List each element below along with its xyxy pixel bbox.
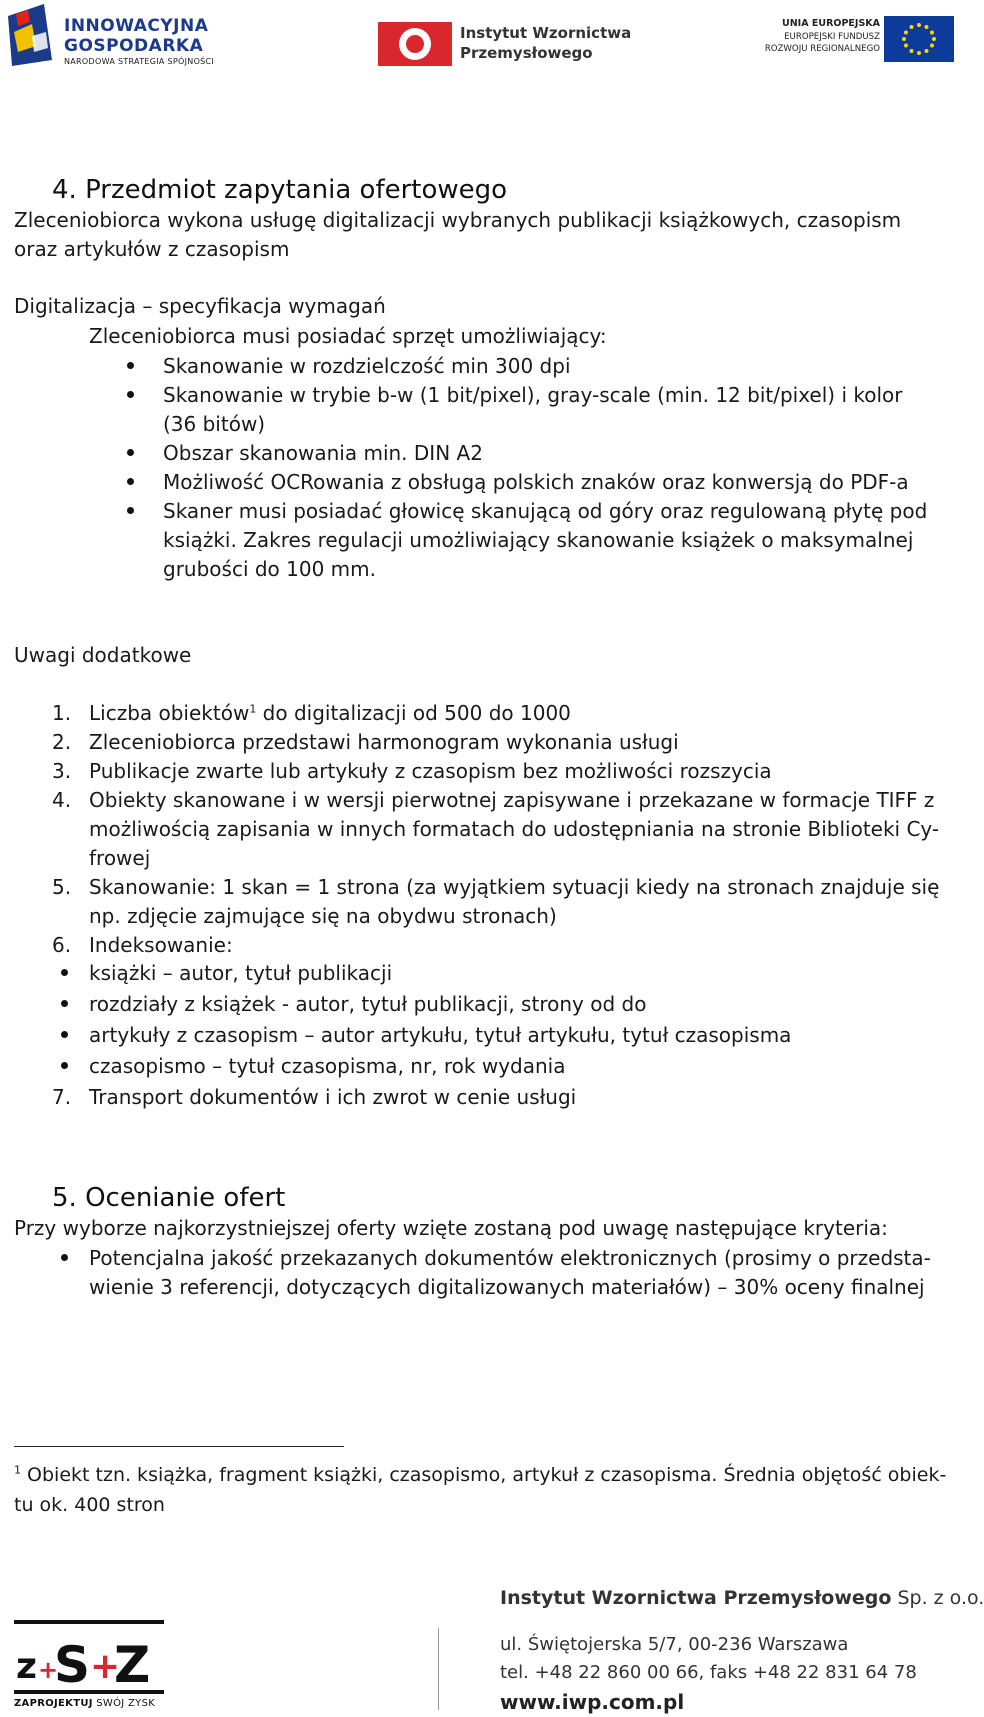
bullet-icon — [127, 478, 134, 485]
bullet-icon — [61, 969, 68, 976]
eu-logo — [750, 14, 954, 66]
bullet-icon — [61, 1254, 68, 1261]
remark-4: Obiekty skanowane i w wersji pierwotnej zapisywane i przekazane w formacje TIFF z — [89, 788, 935, 812]
logo-ig-line2: GOSPODARKA — [64, 36, 204, 56]
remark-num: 3. — [52, 759, 72, 783]
remark-num: 2. — [52, 730, 72, 754]
svg-text:z: z — [16, 1646, 37, 1687]
remark-7: Transport dokumentów i ich zwrot w cenie usługi — [89, 1085, 577, 1109]
footnote-line1 — [14, 1460, 946, 1490]
section5-heading: 5. Ocenianie ofert — [52, 1183, 286, 1213]
remarks-title: Uwagi dodatkowe — [14, 643, 192, 667]
requirement-1: Skanowanie w rozdzielczość min 300 dpi — [163, 354, 571, 378]
equipment-intro: Zleceniobiorca musi posiadać sprzęt umożliwiający: — [89, 324, 607, 348]
footer-company-name: Instytut Wzornictwa Przemysłowego — [500, 1587, 892, 1609]
iwp-emblem — [378, 22, 452, 66]
requirement-5-cont1: książki. Zakres regulacji umożliwiający skanowanie książek o maksymalnej — [163, 528, 914, 552]
svg-text:+: + — [90, 1646, 121, 1687]
svg-text:S: S — [54, 1636, 91, 1694]
bullet-icon — [61, 1062, 68, 1069]
section4-heading: 4. Przedmiot zapytania ofertowego — [52, 175, 508, 205]
footer-divider — [438, 1628, 439, 1710]
logo-ig-line3: NARODOWA STRATEGIA SPÓJNOŚCI — [64, 57, 215, 66]
footer-address: ul. Świętojerska 5/7, 00-236 Warszawa — [500, 1634, 849, 1655]
spec-title: Digitalizacja – specyfikacja wymagań — [14, 294, 386, 318]
footnote-separator — [14, 1446, 344, 1447]
logo-ue-line2: EUROPEJSKI FUNDUSZ — [784, 32, 880, 42]
section5-intro: Przy wyborze najkorzystniejszej oferty wzięte zostaną pod uwagę następujące kryteria: — [14, 1216, 888, 1240]
remark-num: 7. — [52, 1085, 72, 1109]
remark-2: Zleceniobiorca przedstawi harmonogram wykonania usługi — [89, 730, 679, 754]
bullet-icon — [127, 507, 134, 514]
bullet-icon — [61, 1031, 68, 1038]
remark-4-cont1: możliwością zapisania w innych formatach do udostępniania na stronie Biblioteki Cy- — [89, 817, 940, 841]
footnote-text: Obiekt tzn. książka, fragment książki, czasopismo, artykuł z czasopisma. Średnia objętość obiek- — [21, 1464, 947, 1486]
logo-iwp-line1: Instytut Wzornictwa — [460, 24, 632, 42]
requirement-5-cont2: grubości do 100 mm. — [163, 557, 376, 581]
requirement-4: Możliwość OCRowania z obsługą polskich znaków oraz konwersją do PDF-a — [163, 470, 909, 494]
svg-text:+: + — [38, 1656, 59, 1684]
indexing-item-4: czasopismo – tytuł czasopisma, nr, rok wydania — [89, 1054, 566, 1078]
eu-flag-icon — [884, 16, 954, 62]
zsz-label: ZAPROJEKTUJ SWÓJ ZYSK — [14, 1698, 156, 1709]
logo-ue-line1: UNIA EUROPEJSKA — [782, 18, 880, 29]
bullet-icon — [127, 362, 134, 369]
logo-iwp-line2: Przemysłowego — [460, 44, 593, 62]
indexing-item-3: artykuły z czasopism – autor artykułu, tytuł artykułu, tytuł czasopisma — [89, 1023, 792, 1047]
remark-5-cont: np. zdjęcie zajmujące się na obydwu stronach) — [89, 904, 557, 928]
remark-5: Skanowanie: 1 skan = 1 strona (za wyjątkiem sytuacji kiedy na stronach znajduje się — [89, 875, 940, 899]
logo-ig-line1: INNOWACYJNA — [64, 16, 209, 36]
remark-6: Indeksowanie: — [89, 933, 233, 957]
indexing-item-2: rozdziały z książek - autor, tytuł publikacji, strony od do — [89, 992, 647, 1016]
indexing-item-1: książki – autor, tytuł publikacji — [89, 961, 393, 985]
section4-intro-line1: Zleceniobiorca wykona usługę digitalizacji wybranych publikacji książkowych, czasopism — [14, 208, 902, 232]
logo-ue-line3: ROZWOJU REGIONALNEGO — [764, 44, 880, 54]
remark-1-tail: do digitalizacji od 500 do 1000 — [256, 701, 571, 725]
requirement-5: Skaner musi posiadać głowicę skanującą od góry oraz regulowaną płytę pod — [163, 499, 928, 523]
bullet-icon — [61, 1000, 68, 1007]
footnote-line2: tu ok. 400 stron — [14, 1494, 165, 1516]
footer-phone: tel. +48 22 860 00 66, faks +48 22 831 64 78 — [500, 1662, 917, 1683]
bullet-icon — [127, 449, 134, 456]
footnote-ref: 1 — [249, 702, 257, 716]
remark-1-text: Liczba obiektów — [89, 701, 250, 725]
criterion-1: Potencjalna jakość przekazanych dokumentów elektronicznych (prosimy o przedsta- — [89, 1246, 931, 1270]
zsz-emblem — [14, 1620, 164, 1694]
remark-num: 4. — [52, 788, 72, 812]
svg-text:Z: Z — [114, 1636, 151, 1694]
zaprojektuj-swoj-zysk-logo — [14, 1620, 164, 1712]
iwp-logo — [378, 18, 632, 70]
remark-num: 5. — [52, 875, 72, 899]
footer-company — [500, 1587, 984, 1609]
remark-num: 6. — [52, 933, 72, 957]
requirement-2-cont: (36 bitów) — [163, 412, 266, 436]
remark-1 — [89, 697, 571, 729]
requirement-3: Obszar skanowania min. DIN A2 — [163, 441, 483, 465]
footer-company-suffix: Sp. z o.o. — [891, 1587, 984, 1609]
remark-num: 1. — [52, 701, 72, 725]
footer-website-link[interactable]: www.iwp.com.pl — [500, 1690, 685, 1714]
footnote-mark: 1 — [14, 1463, 21, 1477]
criterion-1-cont: wienie 3 referencji, dotyczących digitalizowanych materiałów) – 30% oceny finalnej — [89, 1275, 925, 1299]
remark-4-cont2: frowej — [89, 846, 151, 870]
section4-intro-line2: oraz artykułów z czasopism — [14, 237, 290, 261]
innowacyjna-gospodarka-emblem — [6, 2, 58, 68]
requirement-2: Skanowanie w trybie b-w (1 bit/pixel), gray-scale (min. 12 bit/pixel) i kolor — [163, 383, 903, 407]
innowacyjna-gospodarka-logo — [6, 2, 226, 70]
remark-3: Publikacje zwarte lub artykuły z czasopism bez możliwości rozszycia — [89, 759, 772, 783]
bullet-icon — [127, 391, 134, 398]
